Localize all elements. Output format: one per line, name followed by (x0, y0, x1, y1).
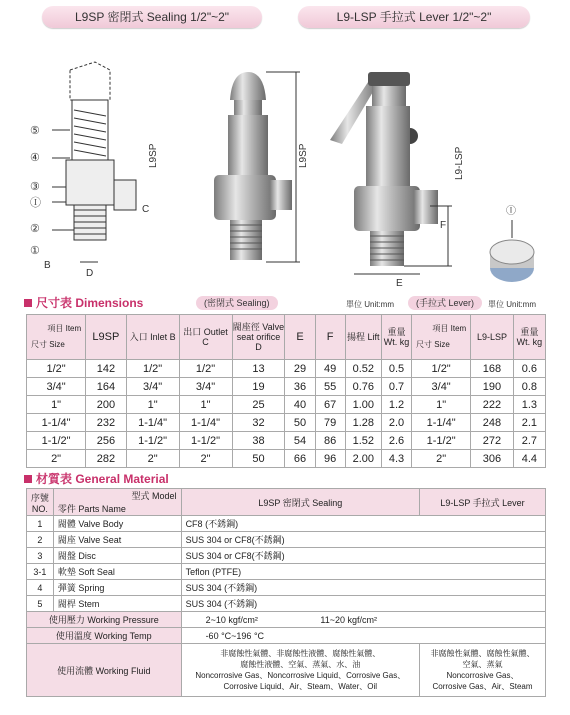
sealing-tag: (密閉式 Sealing) (196, 296, 278, 310)
product-illustration (0, 30, 570, 290)
dim-cell-d: 13 (232, 360, 285, 378)
dim-cell-b: 1" (126, 396, 179, 414)
mat-cell-mat: SUS 304 or CF8(不銹鋼) (181, 548, 545, 564)
table-row (27, 414, 546, 432)
dim-cell-size2: 2" (412, 450, 471, 468)
mat-cell-mat: SUS 304 or CF8(不銹鋼) (181, 532, 545, 548)
hdr-item-size: 項目 Item 尺寸 Size (27, 315, 86, 360)
dim-cell-b: 1-1/2" (126, 432, 179, 450)
table-row (27, 580, 546, 596)
soft-seal-photo (490, 220, 534, 282)
section-drawing (52, 62, 136, 262)
mat-cell-no: 2 (27, 532, 54, 548)
hdr-wt: 重量 Wt. kg (381, 315, 411, 360)
dim-cell-f: 49 (315, 360, 345, 378)
callout-3-1-insert: Ⓘ (506, 206, 516, 217)
dimensions-title: 尺寸表 Dimensions (24, 294, 143, 311)
pressure-values: 2~10 kgf/cm² 11~20 kgf/cm² (181, 612, 545, 628)
dim-cell-wt: 0.7 (381, 378, 411, 396)
dim-cell-wt: 4.3 (381, 450, 411, 468)
dim-cell-d: 50 (232, 450, 285, 468)
dim-cell-wt2: 1.3 (513, 396, 545, 414)
dim-cell-l9lsp: 222 (471, 396, 514, 414)
dim-cell-f: 96 (315, 450, 345, 468)
dim-cell-size: 1-1/4" (27, 414, 86, 432)
dim-cell-lift: 1.52 (345, 432, 381, 450)
pressure-label: 使用壓力 Working Pressure (27, 612, 182, 628)
dim-cell-wt2: 0.8 (513, 378, 545, 396)
dim-cell-lift: 0.76 (345, 378, 381, 396)
label-b: B (44, 260, 51, 271)
dimensions-table (26, 314, 546, 468)
label-f: F (440, 220, 447, 231)
dim-cell-l9lsp: 306 (471, 450, 514, 468)
dim-cell-size: 1/2" (27, 360, 86, 378)
dim-cell-l9sp: 256 (86, 432, 126, 450)
dim-cell-e: 50 (285, 414, 315, 432)
hdr-d: 閥座徑 Valve seat orifice D (232, 315, 285, 360)
dim-cell-l9lsp: 190 (471, 378, 514, 396)
callout-1: ① (30, 245, 40, 257)
dim-cell-l9sp: 164 (86, 378, 126, 396)
dim-cell-e: 66 (285, 450, 315, 468)
dim-cell-l9sp: 200 (86, 396, 126, 414)
mat-cell-no: 3-1 (27, 564, 54, 580)
dim-cell-wt: 2.0 (381, 414, 411, 432)
mat-cell-no: 3 (27, 548, 54, 564)
table-row (27, 360, 546, 378)
callout-3-1: Ⓘ (30, 197, 41, 209)
hdr-e: E (285, 315, 315, 360)
dim-cell-c: 1-1/4" (179, 414, 232, 432)
label-c: C (142, 204, 150, 215)
dim-cell-c: 1/2" (179, 360, 232, 378)
dim-cell-size: 1-1/2" (27, 432, 86, 450)
dim-cell-b: 1/2" (126, 360, 179, 378)
mat-cell-mat: SUS 304 (不銹鋼) (181, 580, 545, 596)
dim-cell-lift: 0.52 (345, 360, 381, 378)
mat-cell-no: 5 (27, 596, 54, 612)
table-row (27, 432, 546, 450)
dim-cell-l9sp: 232 (86, 414, 126, 432)
dim-cell-l9lsp: 168 (471, 360, 514, 378)
temp-value: -60 °C~196 °C (181, 628, 545, 644)
dim-cell-d: 25 (232, 396, 285, 414)
dim-cell-l9lsp: 248 (471, 414, 514, 432)
hdr-no: 序號 NO. (27, 489, 54, 516)
dim-cell-f: 55 (315, 378, 345, 396)
material-table (26, 488, 546, 697)
dim-cell-wt: 2.6 (381, 432, 411, 450)
material-title: 材質表 General Material (24, 470, 169, 487)
fluid-l9sp: 非腐蝕性氣體、非腐蝕性液體、腐蝕性氣體、 腐蝕性液體、空氣、蒸氣、水、油 Noncorrosive Gas、Noncorrosive Liquid、Corrosive Gas、 Corrosive Liquid、Air、Steam、Water、Oil (181, 644, 419, 697)
temp-label: 使用溫度 Working Temp (27, 628, 182, 644)
callout-2: ② (30, 223, 40, 235)
dim-cell-lift: 1.28 (345, 414, 381, 432)
unit-right: 單位 Unit:mm (488, 300, 536, 309)
hdr-f: F (315, 315, 345, 360)
dim-cell-e: 54 (285, 432, 315, 450)
dim-cell-lift: 1.00 (345, 396, 381, 414)
dim-cell-l9sp: 142 (86, 360, 126, 378)
tab-l9sp: L9SP 密閉式 Sealing 1/2"~2" (42, 6, 262, 28)
dim-cell-size2: 3/4" (412, 378, 471, 396)
label-l9sp-photo: L9SP (298, 143, 309, 168)
dim-cell-size2: 1/2" (412, 360, 471, 378)
mat-cell-part: 閥盤 Disc (53, 548, 181, 564)
dim-cell-c: 2" (179, 450, 232, 468)
dim-cell-wt2: 2.7 (513, 432, 545, 450)
callout-3: ③ (30, 181, 40, 193)
mat-cell-part: 閥座 Valve Seat (53, 532, 181, 548)
mat-cell-part: 彈簧 Spring (53, 580, 181, 596)
mat-cell-mat: Teflon (PTFE) (181, 564, 545, 580)
dim-cell-e: 36 (285, 378, 315, 396)
dim-cell-size2: 1-1/2" (412, 432, 471, 450)
dim-cell-l9sp: 282 (86, 450, 126, 468)
l9sp-photo (214, 72, 300, 262)
mat-cell-no: 4 (27, 580, 54, 596)
dim-cell-wt2: 0.6 (513, 360, 545, 378)
label-d: D (86, 268, 94, 279)
dim-cell-lift: 2.00 (345, 450, 381, 468)
callout-4: ④ (30, 152, 40, 164)
fluid-label: 使用流體 Working Fluid (27, 644, 182, 697)
dim-cell-size: 2" (27, 450, 86, 468)
hdr-item-size-2: 項目 Item 尺寸 Size (412, 315, 471, 360)
table-row (27, 564, 546, 580)
dim-cell-d: 32 (232, 414, 285, 432)
mat-cell-part: 閥體 Valve Body (53, 516, 181, 532)
dim-cell-c: 1-1/2" (179, 432, 232, 450)
table-row (27, 378, 546, 396)
label-l9sp-drawing: L9SP (148, 143, 159, 168)
hdr-l9sp: L9SP (86, 315, 126, 360)
hdr-wt-2: 重量 Wt. kg (513, 315, 545, 360)
dim-cell-f: 86 (315, 432, 345, 450)
hdr-l9lsp: L9-LSP (471, 315, 514, 360)
dim-cell-e: 40 (285, 396, 315, 414)
dim-cell-c: 3/4" (179, 378, 232, 396)
dim-cell-wt: 1.2 (381, 396, 411, 414)
table-row (27, 596, 546, 612)
table-row (27, 396, 546, 414)
hdr-c: 出口 Outlet C (179, 315, 232, 360)
table-row (27, 516, 546, 532)
dim-cell-b: 3/4" (126, 378, 179, 396)
tab-l9lsp: L9-LSP 手拉式 Lever 1/2"~2" (298, 6, 530, 28)
dim-cell-d: 19 (232, 378, 285, 396)
table-row (27, 548, 546, 564)
dim-cell-e: 29 (285, 360, 315, 378)
dim-cell-d: 38 (232, 432, 285, 450)
dim-cell-size2: 1" (412, 396, 471, 414)
dim-cell-b: 2" (126, 450, 179, 468)
l9lsp-photo (330, 72, 452, 274)
dim-cell-size: 1" (27, 396, 86, 414)
fluid-l9lsp: 非腐蝕性氣體、腐蝕性氣體、 空氣、蒸氣 Noncorrosive Gas、 Corrosive Gas、Air、Steam (420, 644, 546, 697)
dim-cell-size2: 1-1/4" (412, 414, 471, 432)
label-e: E (396, 278, 403, 289)
hdr-mat-l9sp: L9SP 密閉式 Sealing (181, 489, 419, 516)
dim-cell-c: 1" (179, 396, 232, 414)
table-row (27, 450, 546, 468)
mat-cell-part: 軟墊 Soft Seal (53, 564, 181, 580)
dim-cell-l9lsp: 272 (471, 432, 514, 450)
mat-cell-mat: SUS 304 (不銹鋼) (181, 596, 545, 612)
dim-cell-size: 3/4" (27, 378, 86, 396)
mat-cell-part: 閥桿 Stem (53, 596, 181, 612)
hdr-b: 入口 Inlet B (126, 315, 179, 360)
dim-cell-wt: 0.5 (381, 360, 411, 378)
dim-cell-wt2: 4.4 (513, 450, 545, 468)
mat-cell-no: 1 (27, 516, 54, 532)
mat-cell-mat: CF8 (不銹鋼) (181, 516, 545, 532)
hdr-parts-model: 型式 Model 零件 Parts Name (53, 489, 181, 516)
dim-cell-f: 67 (315, 396, 345, 414)
lever-tag: (手拉式 Lever) (408, 296, 482, 310)
hdr-lift: 揚程 Lift (345, 315, 381, 360)
table-row (27, 532, 546, 548)
hdr-mat-l9lsp: L9-LSP 手拉式 Lever (420, 489, 546, 516)
dim-cell-b: 1-1/4" (126, 414, 179, 432)
callout-5: ⑤ (30, 125, 40, 137)
dim-cell-wt2: 2.1 (513, 414, 545, 432)
unit-left: 單位 Unit:mm (346, 300, 394, 309)
dim-cell-f: 79 (315, 414, 345, 432)
label-l9lsp-photo: L9-LSP (454, 146, 465, 180)
